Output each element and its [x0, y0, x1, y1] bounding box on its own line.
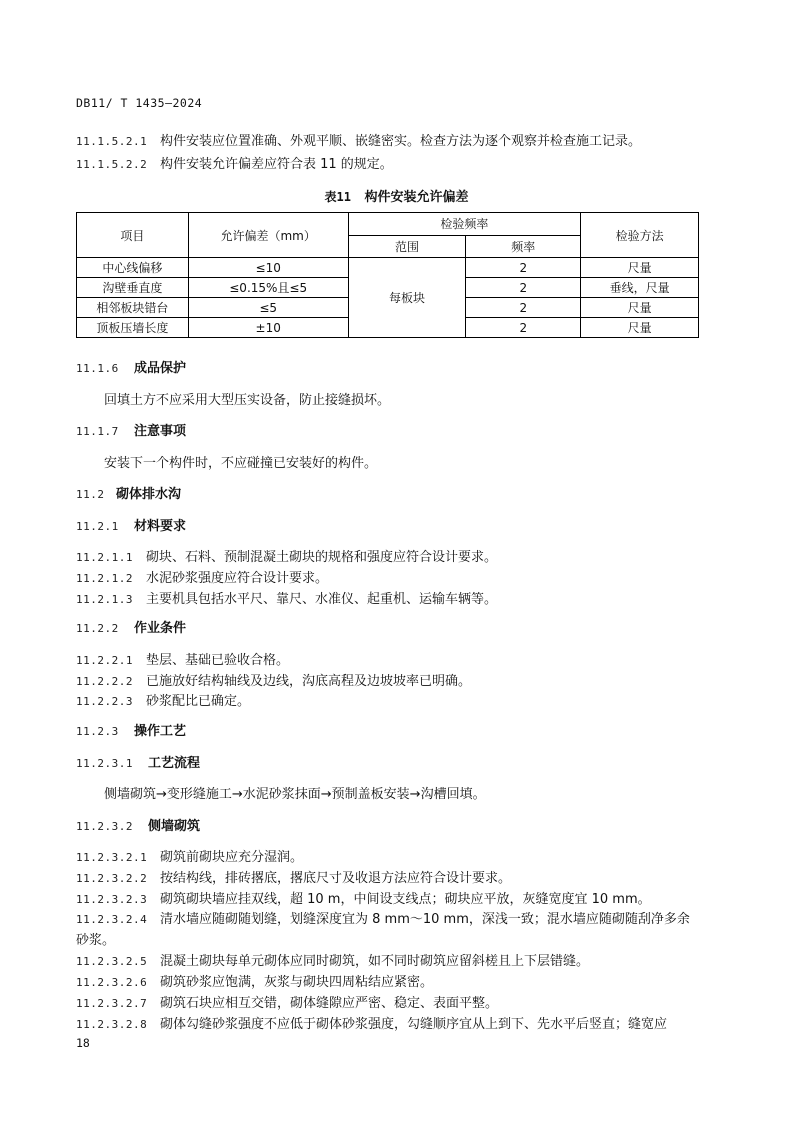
heading-title: 材料要求 [134, 519, 187, 534]
clause [76, 888, 651, 907]
clause-number: 11.2.2.1 [76, 654, 133, 667]
heading-11-1-6 [76, 357, 186, 376]
clause-text: 砌筑砌块墙应挂双线，超 10 m，中间设支线点；砌块应平放，灰缝宽度宜 10 mm。 [160, 892, 651, 907]
header-tolerance: 允许偏差（mm） [188, 213, 348, 258]
clause-number: 11.2.2.3 [76, 695, 133, 708]
heading-11-2 [76, 483, 181, 502]
clause [76, 846, 303, 865]
clause-text: 砌块、石料、预制混凝土砌块的规格和强度应符合设计要求。 [146, 550, 498, 565]
clause-text: 构件安装应位置准确、外观平顺、嵌缝密实。检查方法为逐个观察并检查施工记录。 [160, 134, 642, 149]
cell-item: 中心线偏移 [77, 258, 189, 278]
clause-number: 11.2.3.2.4 [76, 913, 148, 926]
clause [76, 670, 471, 689]
heading-number: 11.2.1 [76, 520, 119, 533]
clause [76, 1013, 667, 1032]
clause-text: 垫层、基础已验收合格。 [146, 653, 290, 668]
heading-title: 砌体排水沟 [116, 487, 182, 502]
cell-item: 顶板压墙长度 [77, 318, 189, 338]
clause-11-1-5-2-1 [76, 130, 641, 149]
heading-number: 11.1.6 [76, 362, 119, 375]
heading-number: 11.2.3 [76, 725, 119, 738]
heading-11-2-3 [76, 720, 186, 739]
clause-number: 11.2.3.2.2 [76, 872, 148, 885]
clause-text: 清水墙应随砌随划缝，划缝深度宜为 8 mm～10 mm，深浅一致；混水墙应随砌随刮净多余 [160, 912, 690, 927]
cell-method: 尺量 [581, 298, 699, 318]
heading-number: 11.2.3.2 [76, 820, 133, 833]
clause-text: 按结构线，排砖撂底，撂底尺寸及收退方法应符合设计要求。 [160, 871, 512, 886]
heading-title: 操作工艺 [134, 724, 187, 739]
clause [76, 690, 250, 709]
clause [76, 950, 589, 969]
cell-rate: 2 [466, 258, 581, 278]
clause-number: 11.2.3.2.5 [76, 955, 148, 968]
heading-title: 注意事项 [134, 424, 187, 439]
heading-title: 工艺流程 [148, 756, 201, 771]
clause-number: 11.2.3.2.1 [76, 851, 148, 864]
cell-method: 尺量 [581, 258, 699, 278]
header-item: 项目 [77, 213, 189, 258]
heading-title: 作业条件 [134, 621, 187, 636]
clause [76, 546, 497, 565]
page-number: 18 [76, 1036, 90, 1050]
paragraph: 安装下一个构件时，不应碰撞已安装好的构件。 [104, 456, 378, 471]
heading-11-2-3-1 [76, 752, 200, 771]
heading-number: 11.1.7 [76, 425, 119, 438]
clause-text: 已施放好结构轴线及边线，沟底高程及边坡坡率已明确。 [146, 674, 472, 689]
tolerance-table [76, 212, 699, 338]
clause-text: 砌体勾缝砂浆强度不应低于砌体砂浆强度，勾缝顺序宜从上到下、先水平后竖直；缝宽应 [160, 1017, 668, 1032]
clause-continuation [76, 929, 115, 948]
clause [76, 908, 690, 927]
heading-11-1-7 [76, 420, 186, 439]
heading-title: 成品保护 [134, 361, 187, 376]
clause [76, 649, 289, 668]
clause-text: 砌筑石块应相互交错，砌体缝隙应严密、稳定、表面平整。 [160, 996, 499, 1011]
clause-number: 11.2.3.2.8 [76, 1018, 148, 1031]
clause-number: 11.2.2.2 [76, 675, 133, 688]
cell-rate: 2 [466, 318, 581, 338]
table-title-text: 构件安装允许偏差 [364, 190, 469, 205]
clause-text: 砂浆。 [76, 933, 116, 948]
paragraph: 回填土方不应采用大型压实设备，防止接缝损坏。 [104, 393, 391, 408]
clause-text: 混凝土砌块每单元砌体应同时砌筑，如不同时砌筑应留斜槎且上下层错缝。 [160, 954, 590, 969]
header-method: 检验方法 [581, 213, 699, 258]
clause [76, 867, 511, 886]
heading-number: 11.2.3.1 [76, 757, 133, 770]
header-rate: 频率 [466, 235, 581, 258]
cell-item: 相邻板块错台 [77, 298, 189, 318]
cell-tolerance: ≤10 [188, 258, 348, 278]
clause-number: 11.1.5.2.1 [76, 135, 148, 148]
clause-text: 砌筑前砌块应充分湿润。 [160, 850, 304, 865]
table-number: 表11 [324, 190, 351, 204]
heading-11-2-1 [76, 515, 186, 534]
cell-rate: 2 [466, 298, 581, 318]
doc-code-header: DB11/ T 1435—2024 [76, 96, 203, 110]
clause-number: 11.2.3.2.3 [76, 893, 148, 906]
clause [76, 971, 433, 990]
cell-scope-merged: 每板块 [348, 258, 466, 338]
heading-number: 11.2.2 [76, 622, 119, 635]
header-scope: 范围 [348, 235, 466, 258]
clause-number: 11.2.3.2.6 [76, 976, 148, 989]
heading-11-2-2 [76, 617, 186, 636]
heading-number: 11.2 [76, 488, 105, 501]
clause [76, 588, 497, 607]
clause [76, 992, 498, 1011]
cell-tolerance: ≤5 [188, 298, 348, 318]
process-flow: 侧墙砌筑→变形缝施工→水泥砂浆抹面→预制盖板安装→沟槽回填。 [104, 787, 486, 802]
clause-11-1-5-2-2 [76, 153, 393, 172]
clause-text: 水泥砂浆强度应符合设计要求。 [146, 571, 329, 586]
heading-title: 侧墙砌筑 [148, 819, 201, 834]
clause [76, 567, 328, 586]
cell-method: 垂线，尺量 [581, 278, 699, 298]
clause-number: 11.2.3.2.7 [76, 997, 148, 1010]
heading-11-2-3-2 [76, 815, 200, 834]
clause-number: 11.2.1.2 [76, 572, 133, 585]
clause-number: 11.2.1.1 [76, 551, 133, 564]
cell-item: 沟壁垂直度 [77, 278, 189, 298]
cell-rate: 2 [466, 278, 581, 298]
clause-text: 砂浆配比已确定。 [146, 694, 251, 709]
clause-number: 11.2.1.3 [76, 593, 133, 606]
cell-tolerance: ±10 [188, 318, 348, 338]
clause-text: 构件安装允许偏差应符合表 11 的规定。 [160, 157, 393, 172]
cell-method: 尺量 [581, 318, 699, 338]
clause-number: 11.1.5.2.2 [76, 158, 148, 171]
header-frequency-group: 检验频率 [348, 213, 581, 236]
table-title [0, 186, 793, 205]
table-row [77, 258, 699, 278]
clause-text: 主要机具包括水平尺、靠尺、水准仪、起重机、运输车辆等。 [146, 592, 498, 607]
clause-text: 砌筑砂浆应饱满，灰浆与砌块四周粘结应紧密。 [160, 975, 434, 990]
cell-tolerance: ≤0.15%且≤5 [188, 278, 348, 298]
